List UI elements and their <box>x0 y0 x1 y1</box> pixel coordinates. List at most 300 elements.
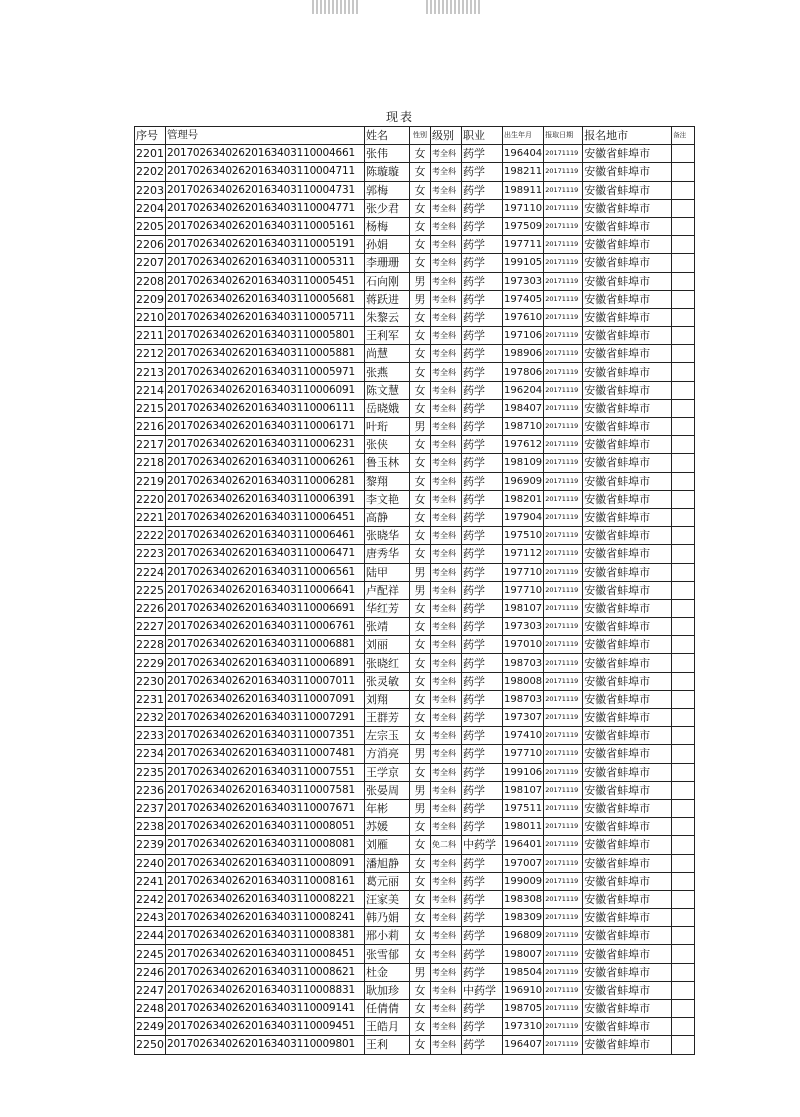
cell-name: 陆甲 <box>365 563 410 581</box>
cell-date: 20171119 <box>544 490 583 508</box>
cell-note <box>672 508 695 526</box>
cell-level: 考全科 <box>431 272 462 290</box>
cell-date: 20171119 <box>544 636 583 654</box>
table-row <box>135 272 695 290</box>
cell-birth: 197710 <box>503 581 544 599</box>
cell-birth: 198011 <box>503 818 544 836</box>
cell-sex: 女 <box>410 490 431 508</box>
header-city: 报名地市 <box>583 127 672 145</box>
cell-city: 安徽省蚌埠市 <box>583 563 672 581</box>
cell-birth: 198407 <box>503 399 544 417</box>
registration-table <box>134 126 695 1055</box>
cell-date: 20171119 <box>544 290 583 308</box>
table-row <box>135 1036 695 1054</box>
cell-sex: 男 <box>410 781 431 799</box>
cell-level: 考全科 <box>431 1018 462 1036</box>
cell-sex: 女 <box>410 981 431 999</box>
cell-birth: 198211 <box>503 163 544 181</box>
cell-name: 刘丽 <box>365 636 410 654</box>
cell-sex: 女 <box>410 145 431 163</box>
cell-birth: 198906 <box>503 345 544 363</box>
cell-level: 考全科 <box>431 872 462 890</box>
cell-seq: 2226 <box>135 599 166 617</box>
cell-city: 安徽省蚌埠市 <box>583 927 672 945</box>
cell-level: 考全科 <box>431 927 462 945</box>
cell-city: 安徽省蚌埠市 <box>583 745 672 763</box>
header-date: 报取日期 <box>544 127 583 145</box>
cell-name: 蒋跃进 <box>365 290 410 308</box>
cell-city: 安徽省蚌埠市 <box>583 763 672 781</box>
cell-date: 20171119 <box>544 890 583 908</box>
table-row <box>135 290 695 308</box>
cell-reg-no: 20170263402620163403110006281 <box>166 472 365 490</box>
cell-level: 考全科 <box>431 490 462 508</box>
cell-note <box>672 909 695 927</box>
cell-job: 药学 <box>462 563 503 581</box>
table-row <box>135 963 695 981</box>
cell-reg-no: 20170263402620163403110007581 <box>166 781 365 799</box>
cell-city: 安徽省蚌埠市 <box>583 327 672 345</box>
table-row <box>135 599 695 617</box>
cell-level: 考全科 <box>431 418 462 436</box>
cell-name: 汪家美 <box>365 890 410 908</box>
cell-level: 考全科 <box>431 909 462 927</box>
cell-level: 考全科 <box>431 1036 462 1054</box>
header-name: 姓名 <box>365 127 410 145</box>
cell-sex: 女 <box>410 181 431 199</box>
cell-date: 20171119 <box>544 436 583 454</box>
cell-birth: 196407 <box>503 1036 544 1054</box>
cell-name: 鲁玉林 <box>365 454 410 472</box>
cell-sex: 女 <box>410 399 431 417</box>
cell-sex: 女 <box>410 690 431 708</box>
cell-job: 药学 <box>462 236 503 254</box>
cell-level: 考全科 <box>431 327 462 345</box>
table-row <box>135 981 695 999</box>
cell-reg-no: 20170263402620163403110006111 <box>166 399 365 417</box>
cell-name: 左宗玉 <box>365 727 410 745</box>
cell-sex: 男 <box>410 799 431 817</box>
cell-note <box>672 490 695 508</box>
cell-city: 安徽省蚌埠市 <box>583 727 672 745</box>
cell-city: 安徽省蚌埠市 <box>583 236 672 254</box>
cell-date: 20171119 <box>544 618 583 636</box>
cell-city: 安徽省蚌埠市 <box>583 981 672 999</box>
cell-level: 考全科 <box>431 654 462 672</box>
cell-seq: 2241 <box>135 872 166 890</box>
cell-reg-no: 20170263402620163403110007481 <box>166 745 365 763</box>
cell-name: 李珊珊 <box>365 254 410 272</box>
table-row <box>135 927 695 945</box>
cell-date: 20171119 <box>544 418 583 436</box>
cell-job: 药学 <box>462 709 503 727</box>
cell-name: 王利军 <box>365 327 410 345</box>
cell-job: 药学 <box>462 636 503 654</box>
cell-reg-no: 20170263402620163403110006461 <box>166 527 365 545</box>
cell-date: 20171119 <box>544 745 583 763</box>
cell-city: 安徽省蚌埠市 <box>583 290 672 308</box>
table-row <box>135 145 695 163</box>
cell-date: 20171119 <box>544 454 583 472</box>
page-title: 现表 <box>385 110 414 124</box>
cell-city: 安徽省蚌埠市 <box>583 890 672 908</box>
cell-name: 陈文慧 <box>365 381 410 399</box>
table-row <box>135 654 695 672</box>
cell-seq: 2205 <box>135 217 166 235</box>
cell-city: 安徽省蚌埠市 <box>583 199 672 217</box>
cell-note <box>672 217 695 235</box>
cell-sex: 女 <box>410 872 431 890</box>
table-row <box>135 181 695 199</box>
cell-reg-no: 20170263402620163403110008081 <box>166 836 365 854</box>
cell-name: 李文艳 <box>365 490 410 508</box>
cell-date: 20171119 <box>544 181 583 199</box>
cell-job: 药学 <box>462 763 503 781</box>
cell-sex: 女 <box>410 945 431 963</box>
cell-name: 杜金 <box>365 963 410 981</box>
cell-note <box>672 945 695 963</box>
cell-job: 药学 <box>462 654 503 672</box>
table-row <box>135 363 695 381</box>
cell-note <box>672 1036 695 1054</box>
cell-job: 药学 <box>462 1036 503 1054</box>
cell-date: 20171119 <box>544 1000 583 1018</box>
cell-reg-no: 20170263402620163403110006891 <box>166 654 365 672</box>
cell-reg-no: 20170263402620163403110006691 <box>166 599 365 617</box>
cell-date: 20171119 <box>544 763 583 781</box>
cell-job: 药学 <box>462 1018 503 1036</box>
cell-reg-no: 20170263402620163403110008621 <box>166 963 365 981</box>
table-row <box>135 308 695 326</box>
cell-seq: 2208 <box>135 272 166 290</box>
cell-level: 考全科 <box>431 818 462 836</box>
table-row <box>135 727 695 745</box>
cell-job: 药学 <box>462 690 503 708</box>
cell-name: 郭梅 <box>365 181 410 199</box>
cell-note <box>672 327 695 345</box>
cell-seq: 2242 <box>135 890 166 908</box>
cell-reg-no: 20170263402620163403110005801 <box>166 327 365 345</box>
cell-reg-no: 20170263402620163403110007011 <box>166 672 365 690</box>
cell-city: 安徽省蚌埠市 <box>583 163 672 181</box>
cell-seq: 2238 <box>135 818 166 836</box>
cell-sex: 女 <box>410 890 431 908</box>
cell-job: 药学 <box>462 545 503 563</box>
header-reg-no: 管理号 <box>166 127 365 145</box>
cell-sex: 女 <box>410 1000 431 1018</box>
cell-birth: 199009 <box>503 872 544 890</box>
cell-reg-no: 20170263402620163403110005311 <box>166 254 365 272</box>
cell-level: 考全科 <box>431 508 462 526</box>
cell-sex: 女 <box>410 163 431 181</box>
cell-job: 药学 <box>462 854 503 872</box>
cell-sex: 女 <box>410 454 431 472</box>
table-row <box>135 399 695 417</box>
cell-seq: 2220 <box>135 490 166 508</box>
cell-level: 考全科 <box>431 618 462 636</box>
cell-level: 考全科 <box>431 709 462 727</box>
cell-level: 考全科 <box>431 745 462 763</box>
cell-date: 20171119 <box>544 545 583 563</box>
cell-name: 张灵敏 <box>365 672 410 690</box>
cell-date: 20171119 <box>544 272 583 290</box>
cell-date: 20171119 <box>544 381 583 399</box>
cell-birth: 198109 <box>503 454 544 472</box>
cell-seq: 2207 <box>135 254 166 272</box>
cell-city: 安徽省蚌埠市 <box>583 581 672 599</box>
cell-seq: 2240 <box>135 854 166 872</box>
cell-level: 考全科 <box>431 527 462 545</box>
cell-date: 20171119 <box>544 836 583 854</box>
cell-seq: 2210 <box>135 308 166 326</box>
cell-sex: 男 <box>410 418 431 436</box>
cell-birth: 198705 <box>503 1000 544 1018</box>
cell-note <box>672 745 695 763</box>
table-row <box>135 872 695 890</box>
cell-city: 安徽省蚌埠市 <box>583 472 672 490</box>
cell-seq: 2224 <box>135 563 166 581</box>
cell-birth: 198911 <box>503 181 544 199</box>
cell-date: 20171119 <box>544 672 583 690</box>
header-birth: 出生年月 <box>503 127 544 145</box>
cell-name: 孙娟 <box>365 236 410 254</box>
cell-reg-no: 20170263402620163403110009451 <box>166 1018 365 1036</box>
cell-note <box>672 436 695 454</box>
cell-seq: 2244 <box>135 927 166 945</box>
cell-city: 安徽省蚌埠市 <box>583 272 672 290</box>
cell-note <box>672 308 695 326</box>
cell-reg-no: 20170263402620163403110006761 <box>166 618 365 636</box>
cell-level: 考全科 <box>431 690 462 708</box>
cell-note <box>672 654 695 672</box>
cell-seq: 2246 <box>135 963 166 981</box>
cell-seq: 2230 <box>135 672 166 690</box>
cell-level: 考全科 <box>431 599 462 617</box>
cell-city: 安徽省蚌埠市 <box>583 399 672 417</box>
cell-reg-no: 20170263402620163403110005191 <box>166 236 365 254</box>
cell-seq: 2245 <box>135 945 166 963</box>
cell-city: 安徽省蚌埠市 <box>583 854 672 872</box>
cell-reg-no: 20170263402620163403110004731 <box>166 181 365 199</box>
cell-date: 20171119 <box>544 508 583 526</box>
cell-seq: 2225 <box>135 581 166 599</box>
cell-birth: 197310 <box>503 1018 544 1036</box>
cell-city: 安徽省蚌埠市 <box>583 872 672 890</box>
cell-reg-no: 20170263402620163403110005161 <box>166 217 365 235</box>
cell-job: 药学 <box>462 490 503 508</box>
cell-job: 药学 <box>462 345 503 363</box>
cell-birth: 197106 <box>503 327 544 345</box>
cell-seq: 2206 <box>135 236 166 254</box>
cell-birth: 196910 <box>503 981 544 999</box>
cell-sex: 女 <box>410 363 431 381</box>
cell-name: 王群芳 <box>365 709 410 727</box>
cell-reg-no: 20170263402620163403110006641 <box>166 581 365 599</box>
header-note: 备注 <box>672 127 695 145</box>
cell-level: 考全科 <box>431 1000 462 1018</box>
cell-level: 考全科 <box>431 145 462 163</box>
cell-reg-no: 20170263402620163403110006261 <box>166 454 365 472</box>
cell-birth: 198201 <box>503 490 544 508</box>
table-row <box>135 672 695 690</box>
cell-sex: 女 <box>410 308 431 326</box>
cell-date: 20171119 <box>544 945 583 963</box>
cell-level: 考全科 <box>431 854 462 872</box>
cell-note <box>672 872 695 890</box>
cell-note <box>672 581 695 599</box>
cell-date: 20171119 <box>544 1036 583 1054</box>
cell-level: 考全科 <box>431 163 462 181</box>
cell-date: 20171119 <box>544 799 583 817</box>
cell-sex: 女 <box>410 636 431 654</box>
cell-city: 安徽省蚌埠市 <box>583 527 672 545</box>
table-row <box>135 709 695 727</box>
cell-sex: 女 <box>410 381 431 399</box>
cell-name: 张雪郁 <box>365 945 410 963</box>
cell-sex: 男 <box>410 581 431 599</box>
table-row <box>135 345 695 363</box>
cell-level: 考全科 <box>431 727 462 745</box>
cell-name: 杨梅 <box>365 217 410 235</box>
cell-reg-no: 20170263402620163403110008241 <box>166 909 365 927</box>
cell-name: 张靖 <box>365 618 410 636</box>
cell-name: 朱黎云 <box>365 308 410 326</box>
cell-birth: 198008 <box>503 672 544 690</box>
cell-sex: 女 <box>410 599 431 617</box>
cell-reg-no: 20170263402620163403110005451 <box>166 272 365 290</box>
cell-job: 药学 <box>462 418 503 436</box>
cell-date: 20171119 <box>544 399 583 417</box>
cell-note <box>672 818 695 836</box>
cell-note <box>672 363 695 381</box>
table-row <box>135 527 695 545</box>
cell-sex: 女 <box>410 527 431 545</box>
cell-name: 张晓红 <box>365 654 410 672</box>
cell-job: 药学 <box>462 599 503 617</box>
cell-level: 考全科 <box>431 181 462 199</box>
cell-note <box>672 545 695 563</box>
cell-seq: 2228 <box>135 636 166 654</box>
cell-name: 潘旭静 <box>365 854 410 872</box>
cell-note <box>672 981 695 999</box>
cell-sex: 女 <box>410 672 431 690</box>
cell-job: 药学 <box>462 381 503 399</box>
table-row <box>135 508 695 526</box>
cell-note <box>672 781 695 799</box>
cell-level: 考全科 <box>431 763 462 781</box>
cell-job: 药学 <box>462 254 503 272</box>
cell-city: 安徽省蚌埠市 <box>583 418 672 436</box>
cell-sex: 女 <box>410 909 431 927</box>
cell-city: 安徽省蚌埠市 <box>583 690 672 708</box>
cell-city: 安徽省蚌埠市 <box>583 963 672 981</box>
cell-name: 叶珩 <box>365 418 410 436</box>
cell-note <box>672 527 695 545</box>
table-header-row <box>135 127 695 145</box>
cell-city: 安徽省蚌埠市 <box>583 945 672 963</box>
cell-birth: 199105 <box>503 254 544 272</box>
header-seq: 序号 <box>135 127 166 145</box>
cell-city: 安徽省蚌埠市 <box>583 508 672 526</box>
cell-seq: 2247 <box>135 981 166 999</box>
cell-name: 王利 <box>365 1036 410 1054</box>
cell-level: 考全科 <box>431 636 462 654</box>
table-row <box>135 636 695 654</box>
cell-job: 药学 <box>462 818 503 836</box>
cell-birth: 197110 <box>503 199 544 217</box>
cell-seq: 2250 <box>135 1036 166 1054</box>
cell-city: 安徽省蚌埠市 <box>583 818 672 836</box>
cell-seq: 2203 <box>135 181 166 199</box>
cell-job: 药学 <box>462 672 503 690</box>
cell-city: 安徽省蚌埠市 <box>583 709 672 727</box>
scan-artifact-right <box>426 0 482 14</box>
cell-date: 20171119 <box>544 727 583 745</box>
cell-level: 考全科 <box>431 472 462 490</box>
cell-city: 安徽省蚌埠市 <box>583 1036 672 1054</box>
cell-date: 20171119 <box>544 472 583 490</box>
cell-name: 陈璇璇 <box>365 163 410 181</box>
cell-city: 安徽省蚌埠市 <box>583 345 672 363</box>
cell-level: 考全科 <box>431 436 462 454</box>
cell-level: 考全科 <box>431 963 462 981</box>
cell-job: 药学 <box>462 963 503 981</box>
cell-date: 20171119 <box>544 163 583 181</box>
cell-name: 石向刚 <box>365 272 410 290</box>
cell-job: 药学 <box>462 781 503 799</box>
cell-birth: 197303 <box>503 272 544 290</box>
cell-date: 20171119 <box>544 236 583 254</box>
cell-note <box>672 799 695 817</box>
cell-job: 药学 <box>462 454 503 472</box>
cell-note <box>672 472 695 490</box>
cell-birth: 197612 <box>503 436 544 454</box>
cell-note <box>672 381 695 399</box>
cell-reg-no: 20170263402620163403110008221 <box>166 890 365 908</box>
cell-reg-no: 20170263402620163403110006451 <box>166 508 365 526</box>
cell-seq: 2217 <box>135 436 166 454</box>
cell-level: 考全科 <box>431 254 462 272</box>
cell-note <box>672 563 695 581</box>
cell-birth: 196809 <box>503 927 544 945</box>
cell-birth: 197405 <box>503 290 544 308</box>
cell-date: 20171119 <box>544 581 583 599</box>
cell-job: 中药学 <box>462 836 503 854</box>
cell-seq: 2211 <box>135 327 166 345</box>
table-row <box>135 472 695 490</box>
cell-city: 安徽省蚌埠市 <box>583 381 672 399</box>
cell-birth: 198107 <box>503 781 544 799</box>
cell-sex: 女 <box>410 217 431 235</box>
cell-note <box>672 418 695 436</box>
cell-date: 20171119 <box>544 254 583 272</box>
cell-name: 张少君 <box>365 199 410 217</box>
cell-sex: 女 <box>410 327 431 345</box>
cell-reg-no: 20170263402620163403110007351 <box>166 727 365 745</box>
cell-date: 20171119 <box>544 963 583 981</box>
header-job: 职业 <box>462 127 503 145</box>
cell-birth: 197806 <box>503 363 544 381</box>
cell-reg-no: 20170263402620163403110005711 <box>166 308 365 326</box>
cell-seq: 2223 <box>135 545 166 563</box>
cell-city: 安徽省蚌埠市 <box>583 145 672 163</box>
cell-job: 药学 <box>462 145 503 163</box>
cell-name: 张侠 <box>365 436 410 454</box>
cell-city: 安徽省蚌埠市 <box>583 454 672 472</box>
cell-birth: 196404 <box>503 145 544 163</box>
cell-seq: 2239 <box>135 836 166 854</box>
cell-note <box>672 163 695 181</box>
